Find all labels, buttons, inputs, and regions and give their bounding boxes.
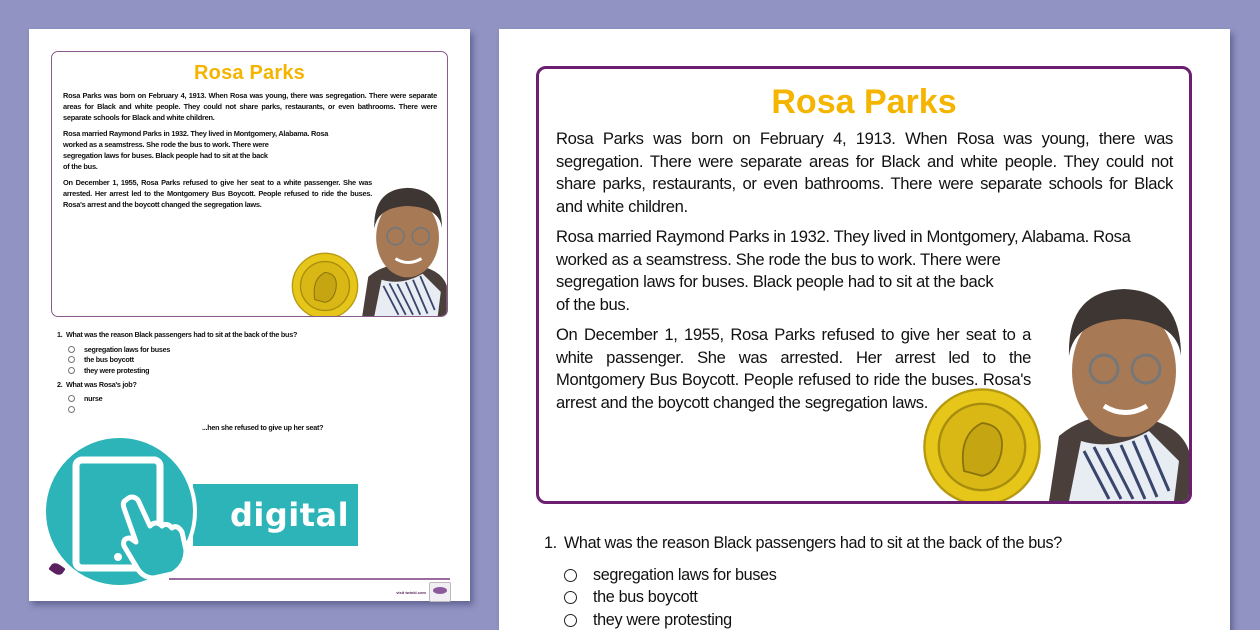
passage-paragraph-1: Rosa Parks was born on February 4, 1913. When Rosa was young, there was segregation. There were separate areas for Black and white people. They could not share parks, restaurants, or even bathrooms. There were separate schools for Black and white children. (556, 129, 1173, 216)
footer-divider (169, 578, 450, 580)
answer-option[interactable]: nurse (68, 394, 323, 405)
answer-option[interactable]: they were protesting (564, 609, 1062, 630)
radio-button[interactable] (564, 591, 577, 604)
radio-button[interactable] (68, 346, 75, 353)
gold-coin-icon (291, 252, 359, 317)
reading-passage-box (51, 51, 448, 317)
passage-paragraph-3: On December 1, 1955, Rosa Parks refused to give her seat to a white passenger. She was arrested. Her arrest led to the Montgomery Bus Boycott. People refused to ride the buses. Rosa's arrest and the boycott changed the segregation laws. (556, 325, 1031, 412)
answer-option[interactable]: segregation laws for buses (564, 564, 1062, 587)
tablet-tap-icon (42, 434, 197, 589)
worksheet-page[interactable] (499, 29, 1230, 630)
radio-button[interactable] (68, 367, 75, 374)
questions-section (544, 534, 1062, 630)
footer-brand-text: visit twinkl.com (396, 590, 426, 595)
answer-option[interactable] (68, 404, 323, 415)
answer-option[interactable]: the bus boycott (564, 587, 1062, 610)
digital-badge: digital (193, 484, 358, 546)
passage-paragraph-3: On December 1, 1955, Rosa Parks refused to give her seat to a white passenger. She was arrested. Her arrest led to the Montgomery Bus Boycott. People refused to ride the buses. Rosa's arrest and the boycott changed the segregation laws. (63, 178, 372, 209)
radio-button[interactable] (68, 356, 75, 363)
question-2: 2. What was Rosa's job? (57, 379, 137, 389)
questions-section (57, 330, 323, 432)
reading-passage-box (536, 66, 1192, 504)
answer-option[interactable]: segregation laws for buses (68, 344, 323, 355)
answer-option[interactable]: they were protesting (68, 365, 323, 376)
question-1: 1. What was the reason Black passengers had to sit at the back of the bus? (544, 534, 1062, 552)
passage-paragraph-2: Rosa married Raymond Parks in 1932. They lived in Montgomery, Alabama. Rosa worked as a seamstress. She rode the bus to work. There were segregation laws for buses. Black people had to sit at the back of the bus. (63, 129, 329, 171)
twinkl-logo-icon (429, 582, 451, 602)
question-1: 1. What was the reason Black passengers had to sit at the back of the bus? (57, 330, 298, 339)
radio-button[interactable] (68, 406, 75, 413)
radio-button[interactable] (564, 569, 577, 582)
passage-paragraph-2: Rosa married Raymond Parks in 1932. They lived in Montgomery, Alabama. Rosa worked as a seamstress. She rode the bus to work. There were segregation laws for buses. Black people had to sit at the back of the bus. (556, 227, 1131, 314)
passage-paragraph-1: Rosa Parks was born on February 4, 1913. When Rosa was young, there was segregation. There were separate areas for Black and white people. They could not share parks, restaurants, or even bathrooms. There were separate schools for Black and white children. (63, 91, 437, 122)
question-3: ...hen she refused to give up her seat? (202, 422, 324, 432)
answer-option[interactable]: the bus boycott (68, 355, 323, 366)
radio-button[interactable] (564, 614, 577, 627)
worksheet-title: Rosa Parks (771, 83, 957, 121)
radio-button[interactable] (68, 395, 75, 402)
worksheet-title: Rosa Parks (194, 62, 305, 84)
